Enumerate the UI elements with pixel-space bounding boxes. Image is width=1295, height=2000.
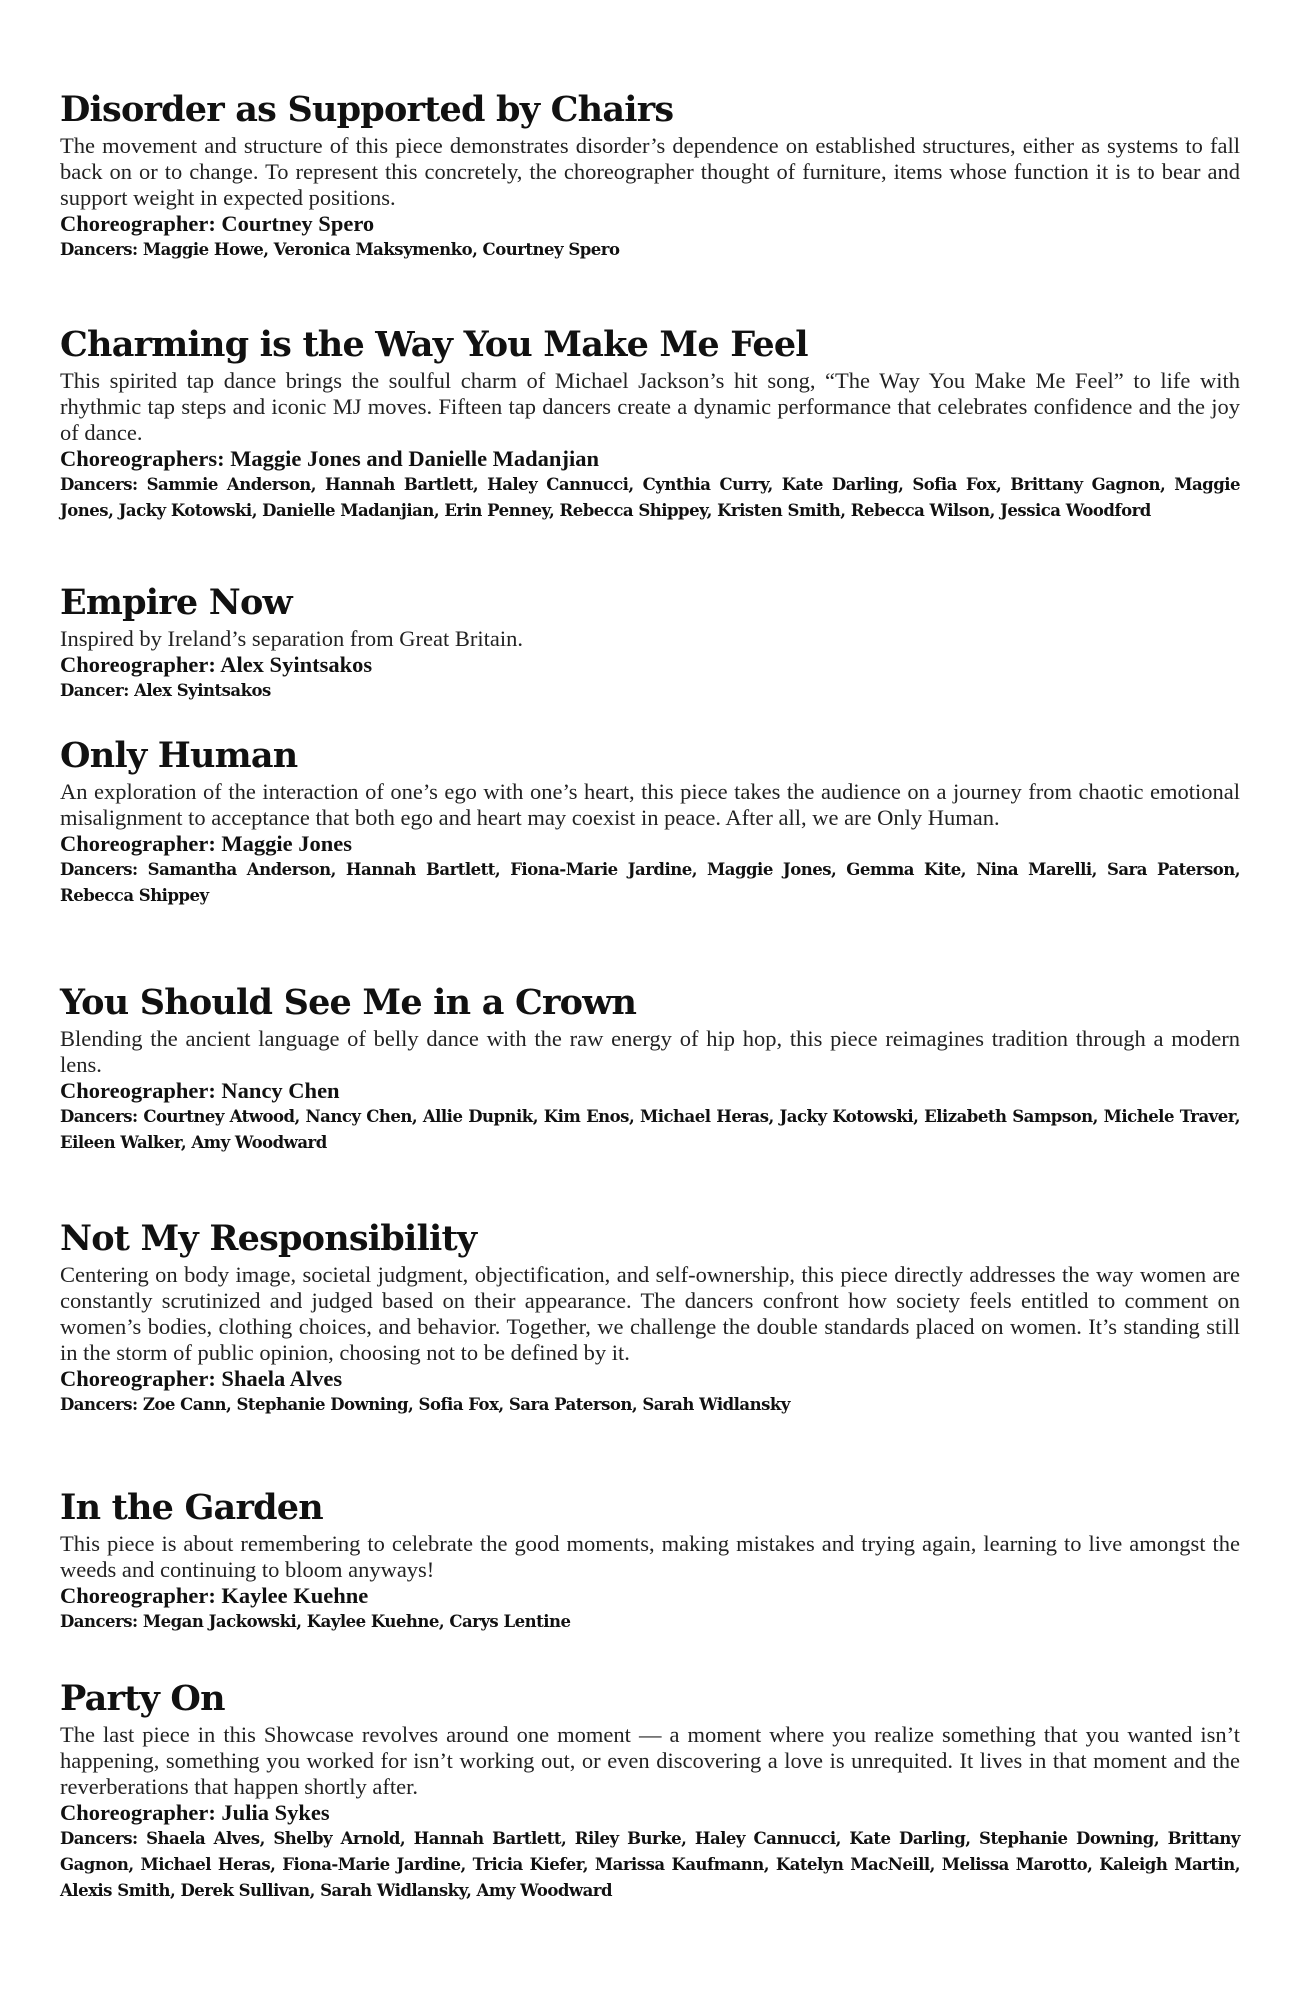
piece-title: Not My Responsibility (60, 1218, 477, 1259)
piece-party-on (60, 1676, 1240, 1904)
piece-choreographer: Choreographer: Courtney Spero (60, 211, 375, 236)
piece-choreographer: Choreographer: Shaela Alves (60, 1366, 343, 1391)
piece-title: Empire Now (60, 582, 292, 623)
piece-in-the-garden (60, 1485, 1240, 1635)
piece-choreographer: Choreographer: Julia Sykes (60, 1800, 330, 1825)
piece-dancers: Dancers: Courtney Atwood, Nancy Chen, Allie Dupnik, Kim Enos, Michael Heras, Jacky Kotowski, Elizabeth Sampson, Michele Traver, Eileen Walker, Amy Woodward (60, 1107, 1240, 1152)
piece-choreographer: Choreographer: Alex Syintsakos (60, 652, 373, 677)
piece-choreographer: Choreographer: Maggie Jones (60, 831, 353, 856)
piece-title: In the Garden (60, 1487, 323, 1528)
piece-title: Only Human (60, 735, 298, 776)
piece-title: Party On (60, 1678, 225, 1719)
piece-description: An exploration of the interaction of one’s ego with one’s heart, this piece takes the audience on a journey from chaotic emotional misalignment to acceptance that both ego and heart may coexist in peace. After all, we are Only Human. (60, 779, 1240, 830)
piece-title: You Should See Me in a Crown (60, 982, 637, 1023)
piece-charming-is-the-way-you-make-me-feel (60, 322, 1240, 524)
piece-description: This piece is about remembering to celebrate the good moments, making mistakes and trying again, learning to live amongst the weeds and continuing to bloom anyways! (60, 1531, 1240, 1582)
piece-dancers: Dancers: Megan Jackowski, Kaylee Kuehne, Carys Lentine (60, 1612, 571, 1631)
piece-description: This spirited tap dance brings the soulful charm of Michael Jackson’s hit song, “The Way You Make Me Feel” to life with rhythmic tap steps and iconic MJ moves. Fifteen tap dancers create a dynamic performance that celebrates confidence and the joy of dance. (60, 368, 1240, 445)
piece-choreographer: Choreographer: Nancy Chen (60, 1078, 340, 1103)
piece-description: The movement and structure of this piece demonstrates disorder’s dependence on established structures, either as systems to fall back on or to change. To represent this concretely, the choreographer thought of furniture, items whose function it is to bear and support weight in expected positions. (60, 133, 1240, 210)
piece-choreographer: Choreographers: Maggie Jones and Danielle Madanjian (60, 446, 599, 471)
piece-empire-now (60, 580, 1240, 704)
piece-description: The last piece in this Showcase revolves around one moment — a moment where you realize something that you wanted isn’t happening, something you worked for isn’t working out, or even discovering a love is unrequited. It lives in that moment and the reverberations that happen shortly after. (60, 1722, 1240, 1799)
piece-disorder-as-supported-by-chairs (60, 87, 1240, 263)
piece-dancers: Dancer: Alex Syintsakos (60, 681, 271, 700)
piece-choreographer: Choreographer: Kaylee Kuehne (60, 1583, 369, 1608)
piece-description: Centering on body image, societal judgment, objectification, and self-ownership, this piece directly addresses the way women are constantly scrutinized and judged based on their appearance. The dancers confront how society feels entitled to comment on women’s bodies, clothing choices, and behavior. Together, we challenge the double standards placed on women. It’s standing still in the storm of public opinion, choosing not to be defined by it. (60, 1262, 1240, 1365)
piece-dancers: Dancers: Samantha Anderson, Hannah Bartlett, Fiona-Marie Jardine, Maggie Jones, Gemma Kite, Nina Marelli, Sara Paterson, Rebecca Shippey (60, 860, 1240, 905)
piece-dancers: Dancers: Shaela Alves, Shelby Arnold, Hannah Bartlett, Riley Burke, Haley Cannucci, Kate Darling, Stephanie Downing, Brittany Gagnon, Michael Heras, Fiona-Marie Jardine, Tricia Kiefer, Marissa Kaufmann, Katelyn MacNeill, Melissa Marotto, Kaleigh Martin, Alexis Smith, Derek Sullivan, Sarah Widlansky, Amy Woodward (60, 1829, 1240, 1900)
piece-dancers: Dancers: Maggie Howe, Veronica Maksymenko, Courtney Spero (60, 240, 620, 259)
piece-dancers: Dancers: Zoe Cann, Stephanie Downing, Sofia Fox, Sara Paterson, Sarah Widlansky (60, 1395, 790, 1414)
piece-description: Blending the ancient language of belly dance with the raw energy of hip hop, this piece reimagines tradition through a modern lens. (60, 1026, 1240, 1077)
piece-not-my-responsibility (60, 1216, 1240, 1418)
piece-title: Disorder as Supported by Chairs (60, 89, 674, 130)
piece-dancers: Dancers: Sammie Anderson, Hannah Bartlett, Haley Cannucci, Cynthia Curry, Kate Darling, Sofia Fox, Brittany Gagnon, Maggie Jones, Jacky Kotowski, Danielle Madanjian, Erin Penney, Rebecca Shippey, Kristen Smith, Rebecca Wilson, Jessica Woodford (60, 475, 1240, 520)
piece-you-should-see-me-in-a-crown (60, 980, 1240, 1156)
piece-only-human (60, 733, 1240, 909)
piece-description: Inspired by Ireland’s separation from Great Britain. (60, 626, 523, 651)
piece-title: Charming is the Way You Make Me Feel (60, 324, 808, 365)
